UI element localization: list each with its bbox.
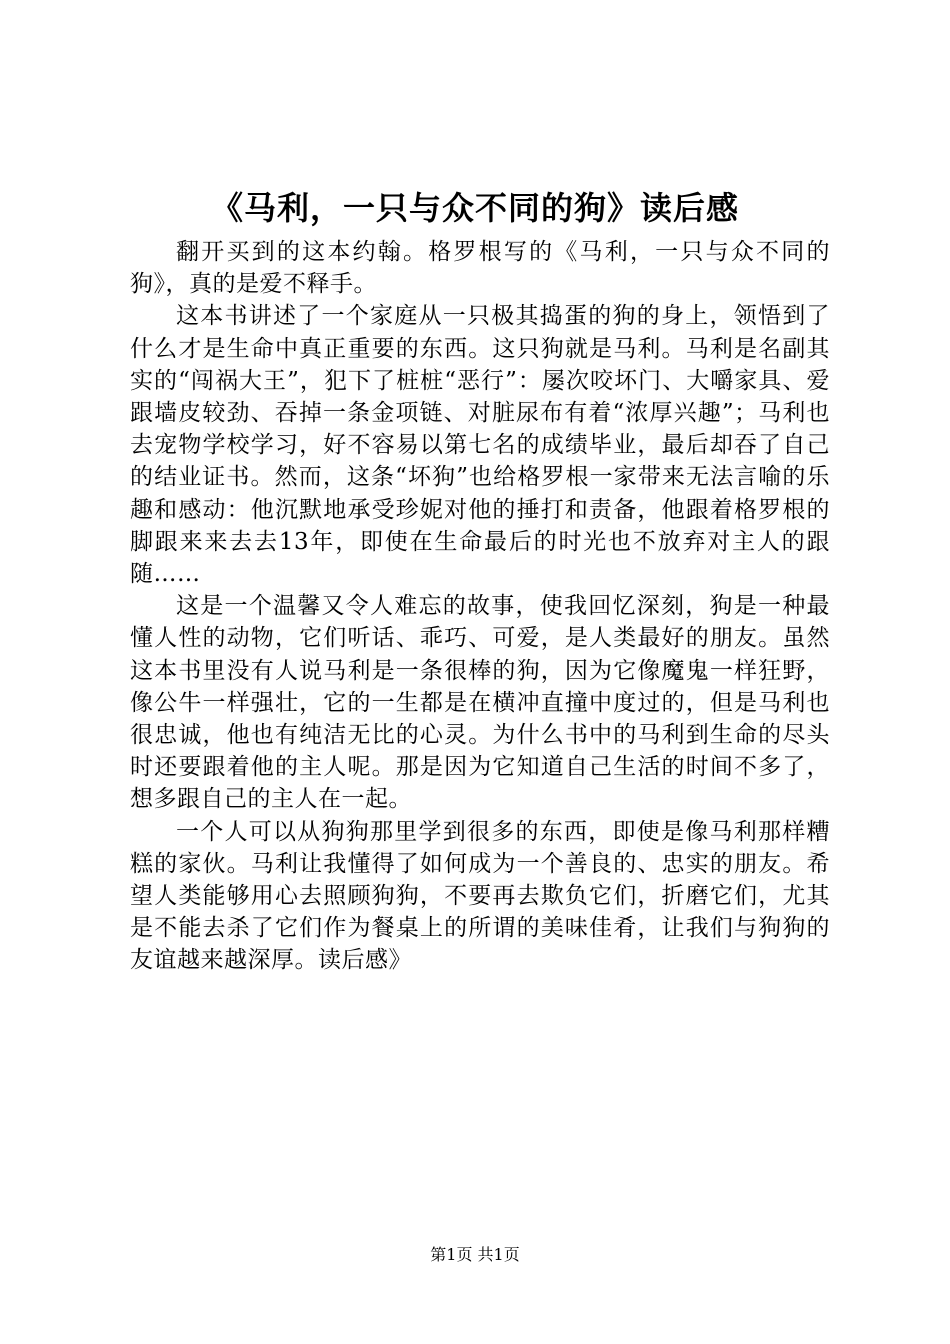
paragraph-4: 一个人可以从狗狗那里学到很多的东西，即使是像马利那样糟糕的家伙。马利让我懂得了如何成为一个善良的、忠实的朋友。希望人类能够用心去照顾狗狗，不要再去欺负它们，折磨它们，尤其是不能去杀了它们作为餐桌上的所谓的美味佳肴，让我们与狗狗的友谊越来越深厚。读后感》 xyxy=(130,818,830,974)
document-title: 《马利，一只与众不同的狗》读后感 xyxy=(210,189,739,227)
paragraph-2: 这本书讲述了一个家庭从一只极其捣蛋的狗的身上，领悟到了什么才是生命中真正重要的东西。这只狗就是马利。马利是名副其实的“闯祸大王”，犯下了桩桩“恶行”：屡次咬坏门、大嚼家具、爱跟墙皮较劲、吞掉一条金项链、对脏尿布有着“浓厚兴趣”；马利也去宠物学校学习，好不容易以第七名的成绩毕业，最后却吞了自己的结业证书。然而，这条“坏狗”也给格罗根一家带来无法言喻的乐趣和感动：他沉默地承受珍妮对他的捶打和责备，他跟着格罗根的脚跟来来去去13年，即使在生命最后的时光也不放弃对主人的跟随…… xyxy=(130,303,830,588)
page-number-footer: 第1页 共1页 xyxy=(430,1245,520,1264)
document-body xyxy=(130,236,830,977)
paragraph-3: 这是一个温馨又令人难忘的故事，使我回忆深刻，狗是一种最懂人性的动物，它们听话、乖巧、可爱，是人类最好的朋友。虽然这本书里没有人说马利是一条很棒的狗，因为它像魔鬼一样狂野，像公牛一样强壮，它的一生都是在横冲直撞中度过的，但是马利也很忠诚，他也有纯洁无比的心灵。为什么书中的马利到生命的尽头时还要跟着他的主人呢。那是因为它知道自己生活的时间不多了，想多跟自己的主人在一起。 xyxy=(130,593,830,813)
paragraph-1: 翻开买到的这本约翰。格罗根写的《马利，一只与众不同的狗》，真的是爱不释手。 xyxy=(130,239,830,298)
